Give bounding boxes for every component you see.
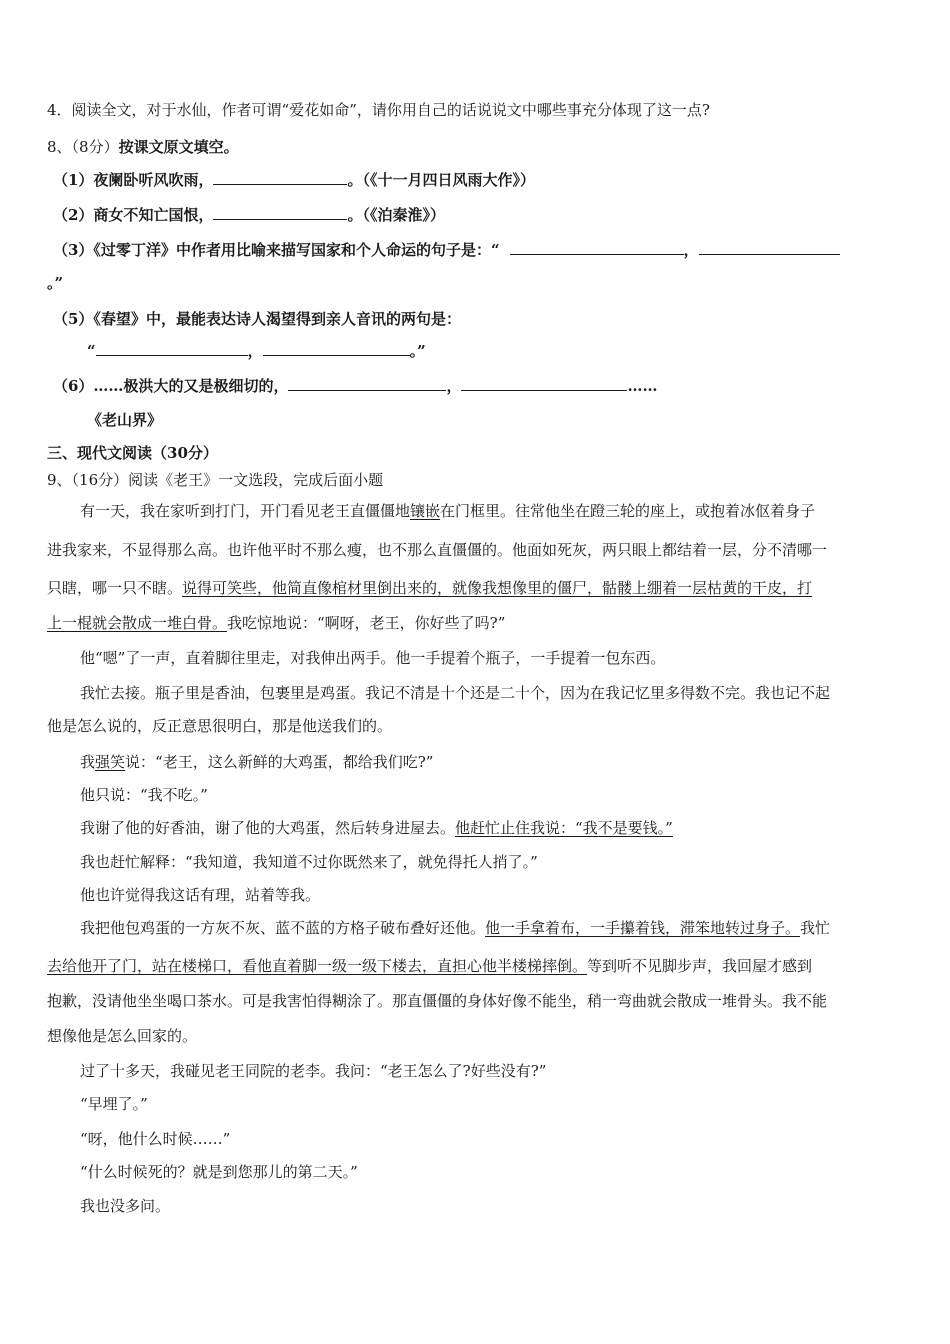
passage-line: 他只说：“我不吃。”: [80, 786, 208, 804]
passage-line: [47, 613, 505, 633]
passage-line: [80, 918, 830, 938]
passage-line: 我也没多问。: [80, 1197, 171, 1215]
text-span: 只瞎，哪一只不瞎。: [47, 579, 183, 597]
section-3-heading: 三、现代文阅读（30分）: [47, 444, 218, 462]
underlined-text: 他赶忙止住我说：“我不是要钱。”: [455, 819, 673, 837]
answer-blank[interactable]: [461, 376, 627, 391]
underlined-text: 强笑: [95, 753, 126, 771]
question-9-heading: 9、（16分）阅读《老王》一文选段，完成后面小题: [47, 471, 384, 489]
passage-line: “什么时候死的？就是到您那儿的第二天。”: [80, 1163, 358, 1181]
passage-line: 进我家来，不显得那么高。也许他平时不那么瘦，也不那么直僵僵的。他面如死灰，两只眼上都结着一层，分不清哪一: [47, 541, 828, 559]
comma: ，: [446, 377, 462, 395]
answer-blank[interactable]: [213, 170, 347, 185]
fill-item-5-prompt: （5）《春望》中，最能表达诗人渴望得到亲人音讯的两句是：: [53, 310, 461, 328]
passage-line: 想像他是怎么回家的。: [47, 1027, 198, 1045]
passage-line: 他“嗯”了一声，直着脚往里走，对我伸出两手。他一手提着个瓶子，一手提着一包东西。: [80, 649, 666, 667]
fill-item-3-end: 。”: [47, 274, 64, 292]
passage-line: 我忙去接。瓶子里是香油，包裹里是鸡蛋。我记不清是十个还是二十个，因为在我记忆里多得数不完。我也记不起: [80, 684, 831, 702]
text-span: 说：“老王，这么新鲜的大鸡蛋，都给我们吃?”: [125, 753, 434, 771]
fill-item-6-prompt: （6）……极洪大的又是极细切的，: [53, 377, 289, 395]
text-span: 我忙: [800, 919, 831, 937]
ellipsis: ……: [627, 377, 658, 395]
answer-blank[interactable]: [213, 205, 347, 220]
fill-item-6-source: 《老山界》: [87, 411, 163, 429]
fill-item-2: [53, 205, 445, 225]
underlined-text: 他一手拿着布，一手攥着钱，滞笨地转过身子。: [485, 919, 801, 937]
fill-item-3: [53, 240, 840, 260]
comma: ，: [247, 342, 263, 360]
text-span: 我把他包鸡蛋的一方灰不灰、蓝不蓝的方格子破布叠好还他。: [80, 919, 486, 937]
question-8-number: 8、（8分）: [47, 138, 119, 156]
passage-line: 抱歉，没请他坐坐喝口茶水。可是我害怕得糊涂了。那直僵僵的身体好像不能坐，稍一弯曲就会散成一堆骨头。我不能: [47, 992, 828, 1010]
text-span: 等到听不见脚步声，我回屋才感到: [587, 957, 813, 975]
answer-blank[interactable]: [96, 341, 248, 356]
fill-item-5-answers: [87, 341, 426, 361]
text-span: 有一天，我在家听到打门，开门看见老王直僵僵地: [80, 502, 411, 520]
fill-item-3-prompt: （3）《过零丁洋》中作者用比喻来描写国家和个人命运的句子是：“: [53, 241, 500, 259]
answer-blank[interactable]: [699, 240, 840, 255]
passage-line: [47, 956, 812, 976]
passage-line: 他是怎么说的，反正意思很明白，那是他送我们的。: [47, 717, 393, 735]
answer-blank[interactable]: [510, 240, 684, 255]
text-span: 我吃惊地说：“啊呀，老王，你好些了吗?”: [227, 614, 506, 632]
passage-line: [80, 501, 815, 521]
text-span: 我谢了他的好香油，谢了他的大鸡蛋，然后转身进屋去。: [80, 819, 456, 837]
fill-item-6: [53, 376, 657, 396]
question-4: 4．阅读全文，对于水仙，作者可谓“爱花如命”，请你用自己的话说说文中哪些事充分体现了这一点?: [47, 101, 710, 119]
fill-item-1: [53, 170, 535, 190]
underlined-text: 说得可笑些，他简直像棺材里倒出来的，就像我想像里的僵尸，骷髅上绷着一层枯黄的干皮，打: [182, 579, 813, 597]
fill-item-2-source: 。（《泊秦淮》）: [347, 206, 445, 224]
passage-line: “早埋了。”: [80, 1095, 148, 1113]
answer-blank[interactable]: [288, 376, 446, 391]
underlined-text: 上一棍就会散成一堆白骨。: [47, 614, 228, 632]
passage-line: 过了十多天，我碰见老王同院的老李。我问：“老王怎么了?好些没有?”: [80, 1062, 547, 1080]
passage-line: 我也赶忙解释：“我知道，我知道不过你既然来了，就免得托人捎了。”: [80, 853, 538, 871]
question-8-heading: [47, 137, 239, 157]
quote-open: “: [87, 342, 96, 360]
question-8-instruction: 按课文原文填空。: [118, 138, 239, 156]
passage-line: 他也许觉得我这话有理，站着等我。: [80, 886, 321, 904]
fill-item-2-prompt: （2）商女不知亡国恨，: [53, 206, 214, 224]
underlined-text: 去给他开了门，站在楼梯口，看他直着脚一级一级下楼去，直担心他半楼梯摔倒。: [47, 957, 588, 975]
fill-item-1-source: 。（《十一月四日风雨大作》）: [347, 171, 535, 189]
underlined-text: 镶嵌: [410, 502, 441, 520]
comma: ，: [683, 241, 699, 259]
text-span: 我: [80, 753, 96, 771]
passage-line: [80, 752, 433, 772]
answer-blank[interactable]: [263, 341, 410, 356]
passage-line: “呀，他什么时候……”: [80, 1130, 231, 1148]
quote-close: 。”: [409, 342, 426, 360]
passage-line: [80, 818, 673, 838]
fill-item-1-prompt: （1）夜阑卧听风吹雨，: [53, 171, 214, 189]
text-span: 在门框里。往常他坐在蹬三轮的座上，或抱着冰伛着身子: [440, 502, 816, 520]
passage-line: [47, 578, 812, 598]
